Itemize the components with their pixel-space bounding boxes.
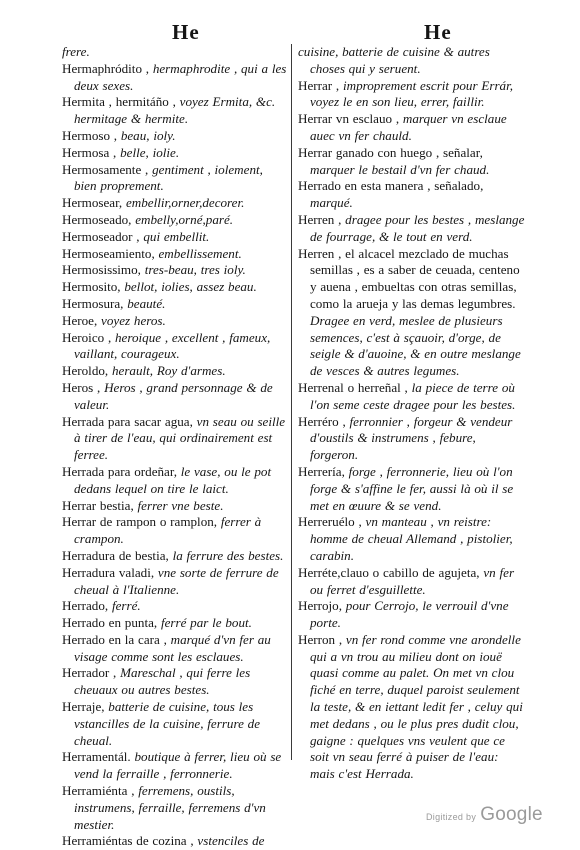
dictionary-entry <box>62 414 287 464</box>
entry-definition: improprement escrit pour Errár, voyez le en son lieu, errer, faillir. <box>310 77 514 110</box>
entry-definition: la piece de terre où l'on seme ceste dragee pour les bestes. <box>310 379 516 412</box>
entry-headword: Herron , <box>298 631 346 647</box>
entry-definition: ferrer vne beste. <box>137 497 224 513</box>
dictionary-entry <box>62 598 287 615</box>
entry-definition: ferronnier , forgeur & vendeur d'oustils & instrumens , febure, forgeron. <box>310 413 513 463</box>
entry-headword: Hermosear, <box>62 195 126 211</box>
entry-definition: marquer le bestail d'vn fer chaud. <box>310 161 490 177</box>
entry-definition: hermaphrodite , qui a les deux sexes. <box>74 60 287 93</box>
dictionary-entry <box>62 61 287 95</box>
entry-definition: Mareschal , qui ferre les cheuaux ou autres bestes. <box>74 665 251 698</box>
entry-headword: Herramiénta , <box>62 783 139 799</box>
dictionary-entry <box>62 632 287 666</box>
entry-headword: Hermosura, <box>62 295 128 311</box>
entry-headword: Herrado, <box>62 598 112 614</box>
dictionary-entry <box>62 498 287 515</box>
entry-definition: voyez Ermita, &c. hermitage & hermite. <box>74 94 276 127</box>
entry-definition: voyez heros. <box>101 312 166 328</box>
entry-definition: tres-beau, tres ioly. <box>144 262 246 278</box>
entry-headword: Herramiéntas de cozina , <box>62 833 198 849</box>
entry-definition: beau, ioly. <box>120 127 176 143</box>
entry-headword: Herrado en la cara , <box>62 631 171 647</box>
entry-definition: le vase, ou le pot dedans lequel on tire le laict. <box>74 463 272 496</box>
entry-headword: Herrenal o herreñal , <box>298 379 412 395</box>
dictionary-entry <box>62 279 287 296</box>
dictionary-entry <box>298 212 526 246</box>
entry-definition: heroique , excellent , fameux, vaillant, courageux. <box>74 329 271 362</box>
entry-headword: Herrado en esta manera , señalado, <box>298 178 484 194</box>
entry-definition: frere. <box>62 44 90 59</box>
entry-definition: beauté. <box>127 295 166 311</box>
entry-definition: pour Cerrojo, le verrouil d'vne porte. <box>310 598 509 631</box>
entry-headword: Herren , <box>298 211 346 227</box>
entry-definition: marqué. <box>310 195 353 211</box>
entry-definition: vstenciles de <box>197 833 265 849</box>
dictionary-entry <box>298 78 526 112</box>
entry-headword: Hermoso , <box>62 127 121 143</box>
dictionary-entry <box>298 514 526 564</box>
entry-headword: Heroldo, <box>62 363 112 379</box>
dictionary-entry <box>298 565 526 599</box>
dictionary-entry <box>298 44 526 78</box>
entry-headword: Hermoseador , <box>62 228 144 244</box>
right-column <box>298 44 526 783</box>
entry-headword: Herrojo, <box>298 598 346 614</box>
entry-definition: forge , ferronnerie, lieu où l'on forge & s'affine le fer, aussi là où il se met en œuure & se vend. <box>310 463 514 513</box>
dictionary-entry <box>62 699 287 749</box>
entry-headword: Heros , <box>62 379 105 395</box>
entry-headword: Herraje, <box>62 699 109 715</box>
dictionary-entry <box>298 414 526 464</box>
entry-definition: embellir,orner,decorer. <box>125 195 245 211</box>
entry-definition: marquer vn esclaue auec vn fer chauld. <box>310 111 507 143</box>
footer <box>0 776 580 826</box>
entry-headword: Herrada para sacar agua, <box>62 413 197 429</box>
dictionary-entry <box>298 380 526 414</box>
dictionary-entry <box>298 246 526 380</box>
running-header <box>0 20 580 46</box>
dictionary-entry <box>298 464 526 514</box>
dictionary-entry <box>62 44 287 61</box>
entry-definition: ferré. <box>111 598 141 614</box>
dictionary-entry <box>62 615 287 632</box>
entry-headword: Hermita , hermitáño , <box>62 94 180 110</box>
entry-headword: Herrar ganado con huego , señalar, <box>298 144 483 160</box>
dictionary-entry <box>62 548 287 565</box>
dictionary-entry <box>62 262 287 279</box>
dictionary-entry <box>62 162 287 196</box>
entry-headword: Herrar bestia, <box>62 497 138 513</box>
entry-headword: Hermaphródito , <box>62 60 153 76</box>
dictionary-entry <box>62 313 287 330</box>
entry-headword: Herréro , <box>298 413 350 429</box>
entry-definition: embelly,orné,paré. <box>135 211 234 227</box>
entry-headword: Herreruélo , <box>298 514 366 530</box>
entry-headword: Herréte,clauo o cabillo de agujeta, <box>298 564 484 580</box>
digitized-by-label: Digitized by <box>426 812 477 822</box>
entry-definition: la ferrure des bestes. <box>172 547 284 563</box>
entry-definition: Dragee en verd, meslee de plusieurs semences, c'est à sçauoir, d'orge, de seigle & d'auoine, & en outre meslange de vesces & autres legumes. <box>310 312 521 379</box>
entry-definition: ferré par le bout. <box>160 615 252 631</box>
dictionary-entry <box>62 665 287 699</box>
running-head-left: He <box>172 20 200 44</box>
dictionary-entry <box>62 94 287 128</box>
entry-definition: vn seau ou seille à tirer de l'eau, qui ordinairement est ferree. <box>74 413 286 463</box>
entry-definition: ferremens, oustils, instrumens, ferraille, ferremens d'vn mestier. <box>74 783 266 832</box>
entry-headword: Hermosito, <box>62 279 125 295</box>
dictionary-entry <box>298 632 526 783</box>
entry-definition: qui embellit. <box>143 228 210 244</box>
entry-headword: Hermoseado, <box>62 211 136 227</box>
dictionary-entry <box>62 330 287 364</box>
entry-definition: gentiment , iolement, bien proprement. <box>74 161 263 194</box>
dictionary-entry <box>298 111 526 145</box>
dictionary-entry <box>62 145 287 162</box>
dictionary-entry <box>62 246 287 263</box>
entry-headword: Hermosamente , <box>62 161 153 177</box>
entry-definition: vne sorte de ferrure de cheual à l'Italienne. <box>74 564 279 597</box>
dictionary-entry <box>62 565 287 599</box>
dictionary-entry <box>62 128 287 145</box>
google-logo: Google <box>480 804 543 825</box>
entry-headword: Herrada para ordeñar, <box>62 463 181 479</box>
entry-headword: Herramentál. <box>62 749 135 765</box>
column-divider <box>291 44 292 760</box>
entry-definition: embellissement. <box>158 245 242 261</box>
entry-headword: Heroe, <box>62 312 102 328</box>
dictionary-entry <box>298 145 526 179</box>
entry-definition: cuisine, batterie de cuisine & autres choses qui y seruent. <box>298 44 490 76</box>
entry-headword: Herrar de rampon o ramplon, <box>62 514 221 530</box>
dictionary-entry <box>62 229 287 246</box>
entry-definition: ferrer à crampon. <box>74 514 262 547</box>
entry-headword: Hermoseamiento, <box>62 245 159 261</box>
entry-definition: vn fer rond comme vne arondelle qui a vn trou au milieu dont on iouë quasi comme au palet. On met vn clou fiché en terre, duquel paroist seulement la teste, & en iettant ledit fer , celuy qui met dedans , ou le plus pres dudit clou, gaigne : quelques vns veulent que ce soit vn seau ferré à puiser de l'eau: mais c'est Herrada. <box>310 631 523 782</box>
entry-definition: Heros , grand personnage & de valeur. <box>74 379 273 412</box>
entry-headword: Herradura de bestia, <box>62 547 173 563</box>
entry-headword: Hermosa , <box>62 144 121 160</box>
dictionary-entry <box>298 178 526 212</box>
dictionary-entry <box>62 296 287 313</box>
left-column <box>62 44 287 850</box>
entry-definition: bellot, iolies, assez beau. <box>124 279 257 295</box>
entry-headword: Herrería, <box>298 463 349 479</box>
entry-headword: Herrar vn esclauo , <box>298 111 403 127</box>
entry-definition: marqué d'vn fer au visage comme sont les esclaues. <box>74 631 271 664</box>
digitized-by-google-watermark <box>426 804 543 826</box>
entry-headword: Herrar , <box>298 77 343 93</box>
entry-definition: vn fer ou ferret d'esguillette. <box>310 564 515 597</box>
dictionary-entry <box>62 212 287 229</box>
entry-headword: Herradura valadi, <box>62 564 158 580</box>
entry-headword: Hermosissimo, <box>62 262 145 278</box>
dictionary-entry <box>62 195 287 212</box>
entry-definition: belle, iolie. <box>120 144 180 160</box>
entry-headword: Herrado en punta, <box>62 615 161 631</box>
dictionary-entry <box>62 464 287 498</box>
dictionary-entry <box>62 514 287 548</box>
entry-definition: herault, Roy d'armes. <box>111 363 226 379</box>
entry-headword: Herrador , <box>62 665 121 681</box>
dictionary-entry <box>62 363 287 380</box>
entry-definition: batterie de cuisine, tous les vstancilles de la cuisine, ferrure de cheual. <box>74 699 261 748</box>
entry-definition: boutique à ferrer, lieu où se vend la ferraille , ferronnerie. <box>74 749 282 782</box>
dictionary-entry <box>298 598 526 632</box>
running-head-right: He <box>424 20 452 44</box>
entry-definition: vn manteau , vn reistre: homme de cheual Allemand , pistolier, carabin. <box>310 514 513 563</box>
dictionary-entry <box>62 380 287 414</box>
entry-headword: Heroico , <box>62 329 115 345</box>
entry-definition: dragee pour les bestes , meslange de fourrage, & le tout en verd. <box>310 211 525 244</box>
entry-headword: Herren , el alcacel mezclado de muchas semillas , es a saber de ceuada, centeno y auena , embueltas con otras semillas, como la arueja y las demas legumbres. <box>298 245 520 311</box>
